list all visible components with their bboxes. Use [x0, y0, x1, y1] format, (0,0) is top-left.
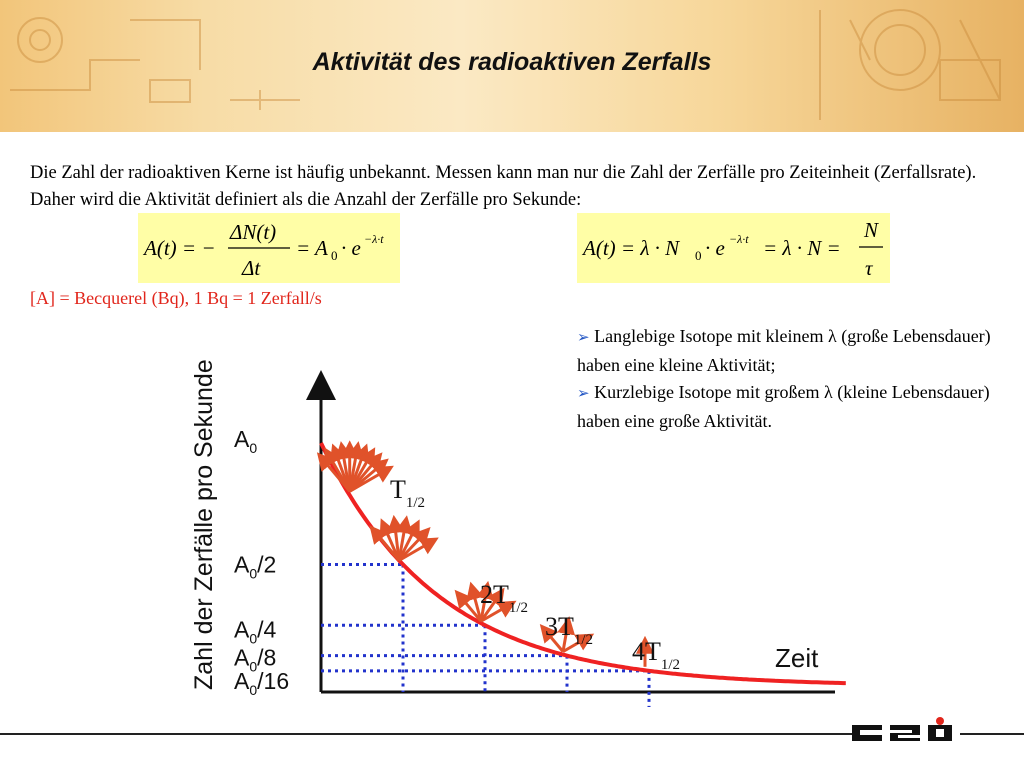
half-life-label: $2T_{1/2}$: [480, 580, 529, 616]
x-axis-label: Zeit: [775, 643, 819, 673]
y-level-labels: [234, 426, 289, 698]
intro-paragraph: Die Zahl der radioaktiven Kerne ist häufig unbekannt. Messen kann man nur die Zahl der Zerfälle pro Zeiteinheit (Zerfallsrate). Daher wird die Aktivität definiert als die Anzahl der Zerfälle pro Sekunde:: [30, 163, 977, 210]
gsi-logo-mark: [852, 716, 960, 748]
formula-right-exp: −λ·t: [729, 232, 749, 246]
bullet-arrow-icon: ➢: [577, 386, 590, 402]
activity-formula-derivative: [138, 213, 400, 283]
activity-formula-lambda: [577, 213, 890, 283]
formula-left-numerator: ΔN(t): [230, 220, 277, 244]
half-life-label: $T_{1/2}$: [390, 475, 426, 511]
y-level-label: $A_0/16$: [234, 667, 290, 698]
formula-right-exp-base: · e: [705, 236, 725, 260]
formula-left-sub: 0: [331, 248, 338, 263]
formula-right-sub: 0: [695, 248, 702, 263]
page-title: Aktivität des radioaktiven Zerfalls: [312, 48, 712, 76]
formula-right-lhs: A(t) = λ · N: [583, 236, 680, 260]
formula-left-denominator: Δt: [242, 256, 261, 280]
half-life-label: $4T_{1/2}$: [632, 637, 681, 673]
formula-right-frac-den: τ: [865, 256, 873, 280]
formula-right-frac-num: N: [864, 218, 879, 242]
formula-left-exp-base: · e: [341, 236, 361, 260]
gsi-logo: [852, 716, 960, 748]
decay-diagram: [170, 330, 860, 715]
half-life-labels: [390, 475, 680, 673]
y-level-label: $A_0/2$: [234, 551, 277, 582]
y-level-label: $A_0/8$: [234, 644, 277, 675]
unit-note: [A] = Becquerel (Bq), 1 Bq = 1 Zerfall/s: [30, 288, 322, 308]
formula-left-exp: −λ·t: [364, 232, 384, 246]
formula-left-rhs: = A: [296, 236, 328, 260]
y-axis-label: Zahl der Zerfälle pro Sekunde: [190, 359, 218, 690]
y-level-label: $A_0$: [234, 426, 258, 456]
half-life-label: $3T_{1/2}$: [545, 612, 594, 648]
note-text: Langlebige Isotope mit kleinem λ (große Lebensdauer) haben eine kleine Aktivität;: [577, 326, 991, 375]
header-banner: [0, 0, 1024, 132]
formula-right-mid: = λ · N =: [763, 236, 841, 260]
y-level-label: $A_0/4$: [234, 616, 277, 647]
formula-left-lhs: A(t) = −: [144, 236, 216, 260]
note-text: Kurzlebige Isotope mit großem λ (kleine Lebensdauer) haben eine große Aktivität.: [577, 382, 990, 431]
bullet-arrow-icon: ➢: [577, 330, 590, 346]
